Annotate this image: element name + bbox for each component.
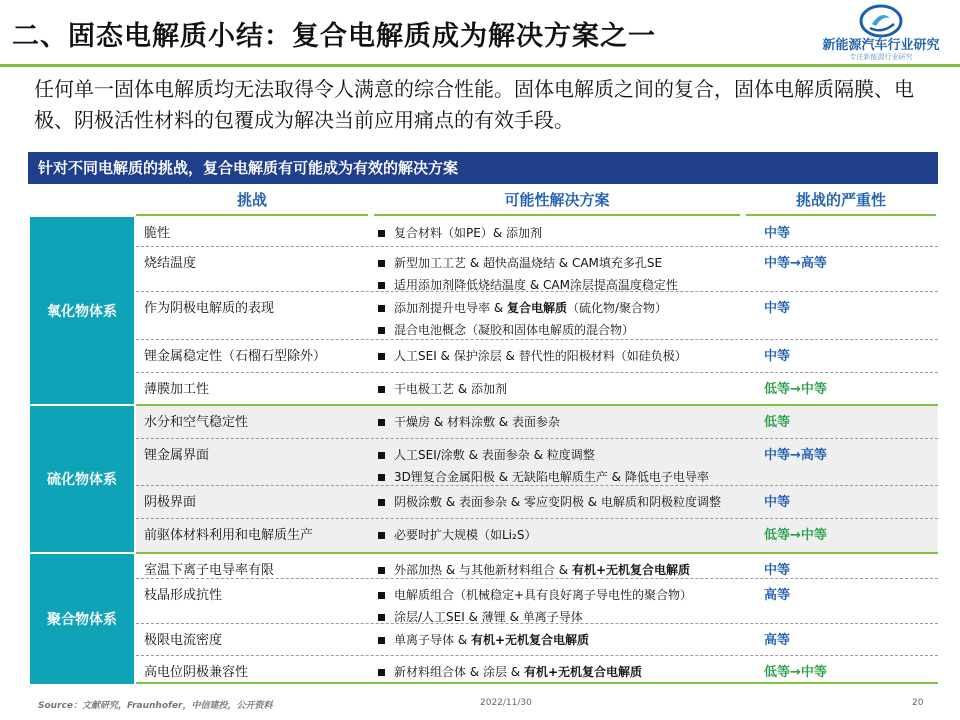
table-row xyxy=(136,486,938,519)
severity-cell: 中等 xyxy=(764,226,791,241)
table-header-bar: 针对不同电解质的挑战，复合电解质有可能成为有效的解决方案 xyxy=(28,152,938,184)
severity-cell: 高等 xyxy=(764,633,791,648)
table-row xyxy=(136,217,938,247)
solution-text: 单离子导体 & xyxy=(394,633,471,647)
challenge-cell: 烧结温度 xyxy=(144,256,197,271)
solution-text: 复合材料（如PE）& 添加剂 xyxy=(394,226,542,240)
table-row xyxy=(136,373,938,406)
solution-text: 电解质组合（机械稳定+具有良好离子导电性的聚合物） xyxy=(394,588,693,602)
severity-cell: 中等 xyxy=(764,301,791,316)
solution-cell xyxy=(376,661,756,683)
solution-cell xyxy=(376,378,756,400)
table-row xyxy=(136,519,938,554)
challenge-cell: 前驱体材料利用和电解质生产 xyxy=(144,528,314,543)
solution-item xyxy=(376,319,756,341)
table-row xyxy=(136,340,938,373)
severity-cell: 中等 xyxy=(764,349,791,364)
solution-cell xyxy=(376,411,756,433)
challenge-cell: 水分和空气稳定性 xyxy=(144,415,249,430)
solution-item xyxy=(376,584,756,606)
solution-cell xyxy=(376,345,756,367)
solution-cell xyxy=(376,559,756,581)
challenge-cell: 作为阴极电解质的表现 xyxy=(144,301,275,316)
severity-cell: 高等 xyxy=(764,588,791,603)
severity-cell: 低等→中等 xyxy=(764,382,827,397)
table-row xyxy=(136,406,938,439)
solution-emphasis: 有机+无机复合电解质 xyxy=(471,633,590,647)
solution-emphasis: 有机+无机复合电解质 xyxy=(523,665,643,679)
solution-emphasis: 有机+无机复合电解质 xyxy=(571,563,691,577)
table-row xyxy=(136,247,938,292)
severity-cell: 中等→高等 xyxy=(764,256,827,271)
severity-cell: 中等 xyxy=(764,495,791,510)
table-row xyxy=(136,554,938,579)
challenge-cell: 锂金属界面 xyxy=(144,448,210,463)
severity-cell: 中等→高等 xyxy=(764,448,827,463)
solution-item xyxy=(376,252,756,274)
solution-text: 人工SEI/涂敷 & 表面参杂 & 粒度调整 xyxy=(394,448,595,462)
solution-text: 干燥房 & 材料涂敷 & 表面参杂 xyxy=(394,415,560,429)
page-title: 二、固态电解质小结：复合电解质成为解决方案之一 xyxy=(12,21,656,52)
challenge-cell: 室温下离子电导率有限 xyxy=(144,563,275,578)
table-row xyxy=(136,624,938,656)
solution-cell xyxy=(376,629,756,651)
solution-cell xyxy=(376,297,756,341)
solution-cell xyxy=(376,491,756,513)
challenge-cell: 脆性 xyxy=(144,226,171,241)
challenge-cell: 阴极界面 xyxy=(144,495,197,510)
severity-cell: 低等 xyxy=(764,415,791,430)
table-row xyxy=(136,439,938,486)
solution-text: 混合电池概念（凝胶和固体电解质的混合物） xyxy=(394,323,635,337)
column-header-solution: 可能性解决方案 xyxy=(374,186,740,216)
solution-item xyxy=(376,378,756,400)
solution-text: 涂层/人工SEI & 薄锂 & 单离子导体 xyxy=(394,610,583,624)
solution-item xyxy=(376,297,756,319)
solution-item xyxy=(376,491,756,513)
solution-item xyxy=(376,629,756,651)
solution-text-suffix: （硫化物/聚合物） xyxy=(567,301,668,315)
severity-cell: 中等 xyxy=(764,563,791,578)
table-row xyxy=(136,656,938,684)
solution-text: 新材料组合体 & 涂层 & xyxy=(394,665,524,679)
solution-item xyxy=(376,411,756,433)
solution-item xyxy=(376,345,756,367)
intro-paragraph: 任何单一固体电解质均无法取得令人满意的综合性能。固体电解质之间的复合，固体电解质隔膜、电极、阴极活性材料的包覆成为解决当前应用痛点的有效手段。 xyxy=(34,77,914,132)
solution-text: 人工SEI & 保护涂层 & 替代性的阳极材料（如硅负极） xyxy=(394,349,687,363)
solution-item xyxy=(376,444,756,466)
title-divider xyxy=(0,64,960,67)
solution-text: 新型加工工艺 & 超快高温烧结 & CAM填充多孔SE xyxy=(394,256,663,270)
solution-item xyxy=(376,559,756,581)
table-row xyxy=(136,579,938,624)
challenge-cell: 锂金属稳定性（石榴石型除外） xyxy=(144,349,327,364)
group-sulfide: 硫化物体系 xyxy=(30,406,134,552)
column-header-severity: 挑战的严重性 xyxy=(746,186,936,216)
group-polymer: 聚合物体系 xyxy=(30,554,134,684)
severity-cell: 低等→中等 xyxy=(764,665,827,680)
page-number: 20 xyxy=(912,698,924,708)
solution-item xyxy=(376,222,756,244)
solution-text: 必要时扩大规模（如Li₂S） xyxy=(394,528,537,542)
solution-text: 干电极工艺 & 添加剂 xyxy=(394,382,507,396)
logo-subtitle: 专注新能源行业研究 xyxy=(849,53,913,61)
logo-icon xyxy=(858,4,904,38)
solution-cell xyxy=(376,222,756,244)
footer-date: 2022/11/30 xyxy=(480,698,532,708)
solution-text: 适用添加剂降低烧结温度 & CAM涂层提高温度稳定性 xyxy=(394,278,678,292)
solution-item xyxy=(376,466,756,488)
logo xyxy=(816,4,946,66)
table-row xyxy=(136,292,938,340)
solution-text: 外部加热 & 与其他新材料组合 & xyxy=(394,563,572,577)
column-header-challenge: 挑战 xyxy=(136,186,368,216)
solution-text: 添加剂提升电导率 & xyxy=(394,301,507,315)
solution-item xyxy=(376,661,756,683)
solution-text: 3D锂复合金属阳极 & 无缺陷电解质生产 & 降低电子电导率 xyxy=(394,470,709,484)
logo-name: 新能源汽车行业研究 xyxy=(822,38,940,53)
footer-source: Source：文献研究，Fraunhofer，中信建投，公开资料 xyxy=(38,701,273,711)
challenge-cell: 薄膜加工性 xyxy=(144,382,210,397)
challenge-cell: 极限电流密度 xyxy=(144,633,223,648)
challenge-cell: 高电位阴极兼容性 xyxy=(144,665,249,680)
severity-cell: 低等→中等 xyxy=(764,528,827,543)
solution-text: 阴极涂敷 & 表面参杂 & 零应变阴极 & 电解质和阴极粒度调整 xyxy=(394,495,721,509)
solution-item xyxy=(376,524,756,546)
solution-cell xyxy=(376,584,756,628)
group-oxide: 氧化物体系 xyxy=(30,217,134,404)
solution-cell xyxy=(376,524,756,546)
solution-emphasis: 复合电解质 xyxy=(507,301,568,315)
challenge-cell: 枝晶形成抗性 xyxy=(144,588,223,603)
solution-cell xyxy=(376,444,756,488)
solution-cell xyxy=(376,252,756,296)
